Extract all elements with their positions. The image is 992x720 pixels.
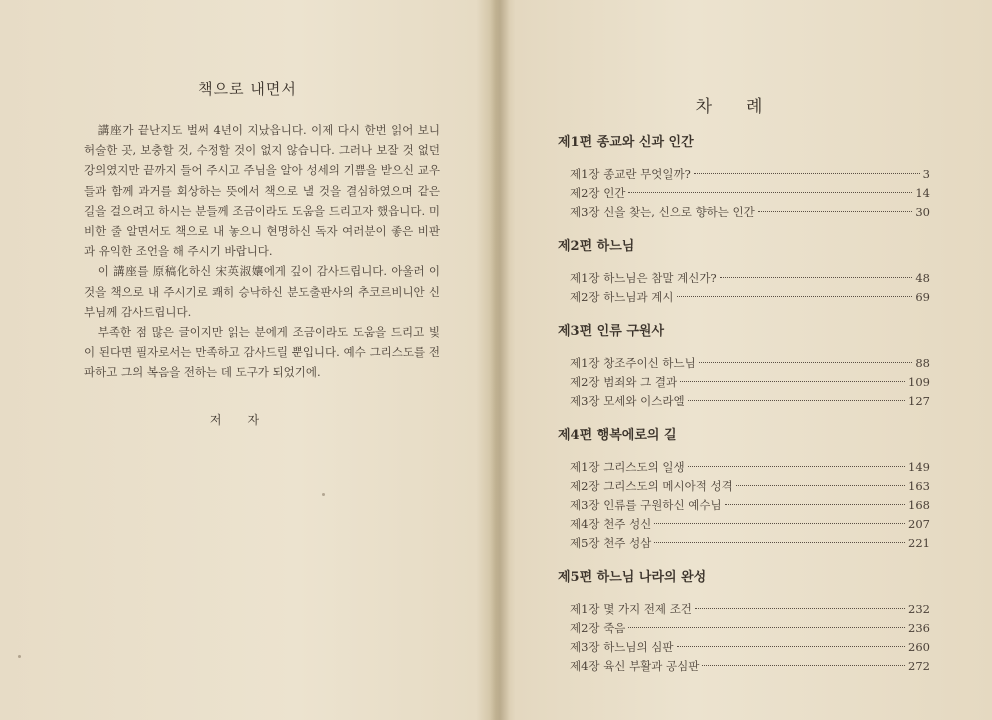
toc-leader-dots: [677, 646, 906, 647]
toc-chapter-title: 제2장 하느님과 계시: [570, 290, 674, 304]
toc-spacer: [558, 307, 930, 321]
toc-leader-dots: [725, 504, 905, 505]
toc-leader-dots: [628, 192, 912, 193]
toc-leader-dots: [699, 362, 913, 363]
toc-leader-dots: [694, 173, 920, 174]
toc-spacer: [558, 343, 930, 354]
toc-chapter-title: 제3장 신을 찾는, 신으로 향하는 인간: [570, 205, 755, 219]
toc-chapter-title: 제2장 범죄와 그 결과: [570, 375, 678, 389]
toc-spacer: [558, 258, 930, 269]
toc-chapter-title: 제3장 인류를 구원하신 예수님: [570, 498, 722, 512]
toc-leader-dots: [654, 542, 905, 543]
toc-page: [500, 0, 992, 720]
toc-chapter-title: 제1장 그리스도의 일생: [570, 460, 685, 474]
toc-chapter-row: [558, 184, 930, 203]
toc-part-heading: 제4편 행복에로의 길: [558, 428, 677, 443]
toc-page-number: 260: [908, 640, 930, 654]
toc-page-number: 48: [915, 271, 930, 285]
toc-spacer: [558, 589, 930, 600]
toc-leader-dots: [720, 277, 913, 278]
toc-page-number: 14: [915, 186, 930, 200]
toc-page-number: 149: [908, 460, 930, 474]
toc-chapter-title: 제2장 인간: [570, 186, 626, 200]
toc-chapter-row: [558, 534, 930, 553]
toc-leader-dots: [688, 466, 905, 467]
preface-body: [84, 120, 440, 383]
toc-spacer: [558, 154, 930, 165]
toc-chapter-row: [558, 458, 930, 477]
toc-chapter-title: 제3장 하느님의 심판: [570, 640, 674, 654]
preface-paragraph-1: 講座가 끝난지도 벌써 4년이 지났읍니다. 이제 다시 한번 읽어 보니 허술한 곳, 보충할 것, 수정할 것이 없지 않습니다. 그러나 보잘 것 없던 강의였지만 끝까지 들어 주시고 주님을 알아 성세의 기쁨을 받으신 교우들과 함께 과거를 회상하는 뜻에서 책으로 낼 것을 결심하였으며 같은 길을 걸으려고 하시는 분들께 조금이라도 도움을 드리고자 했읍니다. 미비한 줄 알면서도 책으로 내 놓으니 현명하신 독자 여러분이 좋은 비판과 유익한 조언을 해 주시기 바랍니다.: [84, 123, 440, 259]
toc-leader-dots: [695, 608, 905, 609]
toc-chapter-row: [558, 269, 930, 288]
toc-part-heading: 제3편 인류 구원사: [558, 324, 665, 339]
toc-leader-dots: [677, 296, 913, 297]
toc-page-number: 236: [908, 621, 930, 635]
toc-leader-dots: [628, 627, 905, 628]
preface-paragraph-2: 이 講座를 原稿化하신 宋英淑孃에게 깊이 감사드립니다. 아울러 이것을 책으로 내 주시기로 쾌히 승낙하신 분도출판사의 추코르비니안 신부님께 감사드립니다.: [84, 264, 440, 319]
toc-chapter-row: [558, 477, 930, 496]
toc-page-number: 232: [908, 602, 930, 616]
toc-chapter-row: [558, 288, 930, 307]
toc-page-number: 69: [915, 290, 930, 304]
toc-chapter-row: [558, 496, 930, 515]
paper-speck: [18, 655, 21, 658]
toc-leader-dots: [736, 485, 905, 486]
toc-chapter-title: 제4장 육신 부활과 공심판: [570, 659, 700, 673]
preface-title: 책으로 내면서: [198, 80, 297, 98]
toc-leader-dots: [702, 665, 905, 666]
toc-chapter-row: [558, 354, 930, 373]
toc-chapter-row: [558, 600, 930, 619]
toc-chapter-title: 제1장 하느님은 참말 계신가?: [570, 271, 717, 285]
toc-part-heading: 제2편 하느님: [558, 239, 635, 254]
toc-chapter-row: [558, 373, 930, 392]
preface-author: 저자: [209, 413, 286, 427]
toc-spacer: [558, 447, 930, 458]
toc-chapter-row: [558, 203, 930, 222]
toc-page-number: 221: [908, 536, 930, 550]
table-of-contents: [558, 132, 930, 676]
toc-part-heading: 제5편 하느님 나라의 완성: [558, 570, 707, 585]
toc-leader-dots: [688, 400, 905, 401]
toc-chapter-row: [558, 515, 930, 534]
toc-page-number: 88: [915, 356, 930, 370]
toc-title: 차례: [695, 97, 797, 117]
toc-spacer: [558, 411, 930, 425]
toc-spacer: [558, 222, 930, 236]
toc-chapter-title: 제1장 몇 가지 전제 조건: [570, 602, 692, 616]
toc-part-heading: 제1편 종교와 신과 인간: [558, 135, 694, 150]
toc-spacer: [558, 553, 930, 567]
toc-chapter-row: [558, 638, 930, 657]
toc-page-number: 207: [908, 517, 930, 531]
paper-speck: [322, 493, 325, 496]
toc-chapter-row: [558, 165, 930, 184]
toc-chapter-row: [558, 619, 930, 638]
toc-chapter-title: 제3장 모세와 이스라엘: [570, 394, 685, 408]
toc-leader-dots: [758, 211, 913, 212]
preface-page: [0, 0, 495, 720]
toc-leader-dots: [654, 523, 905, 524]
toc-chapter-title: 제2장 그리스도의 메시아적 성격: [570, 479, 733, 493]
toc-chapter-title: 제1장 창조주이신 하느님: [570, 356, 696, 370]
toc-chapter-title: 제5장 천주 성삼: [570, 536, 652, 550]
preface-paragraph-3: 부족한 점 많은 글이지만 읽는 분에게 조금이라도 도움을 드리고 빛이 된다면 필자로서는 만족하고 감사드릴 뿐입니다. 예수 그리스도를 전파하고 그의 복음을 전하는 데 도구가 되었기에.: [84, 325, 440, 380]
toc-leader-dots: [680, 381, 905, 382]
toc-page-number: 109: [908, 375, 930, 389]
toc-chapter-title: 제2장 죽음: [570, 621, 626, 635]
toc-page-number: 163: [908, 479, 930, 493]
toc-page-number: 272: [908, 659, 930, 673]
toc-chapter-row: [558, 392, 930, 411]
toc-page-number: 168: [908, 498, 930, 512]
toc-page-number: 3: [922, 167, 930, 181]
toc-page-number: 127: [908, 394, 930, 408]
toc-page-number: 30: [915, 205, 930, 219]
toc-chapter-title: 제1장 종교란 무엇일까?: [570, 167, 691, 181]
toc-chapter-row: [558, 657, 930, 676]
toc-chapter-title: 제4장 천주 성신: [570, 517, 652, 531]
